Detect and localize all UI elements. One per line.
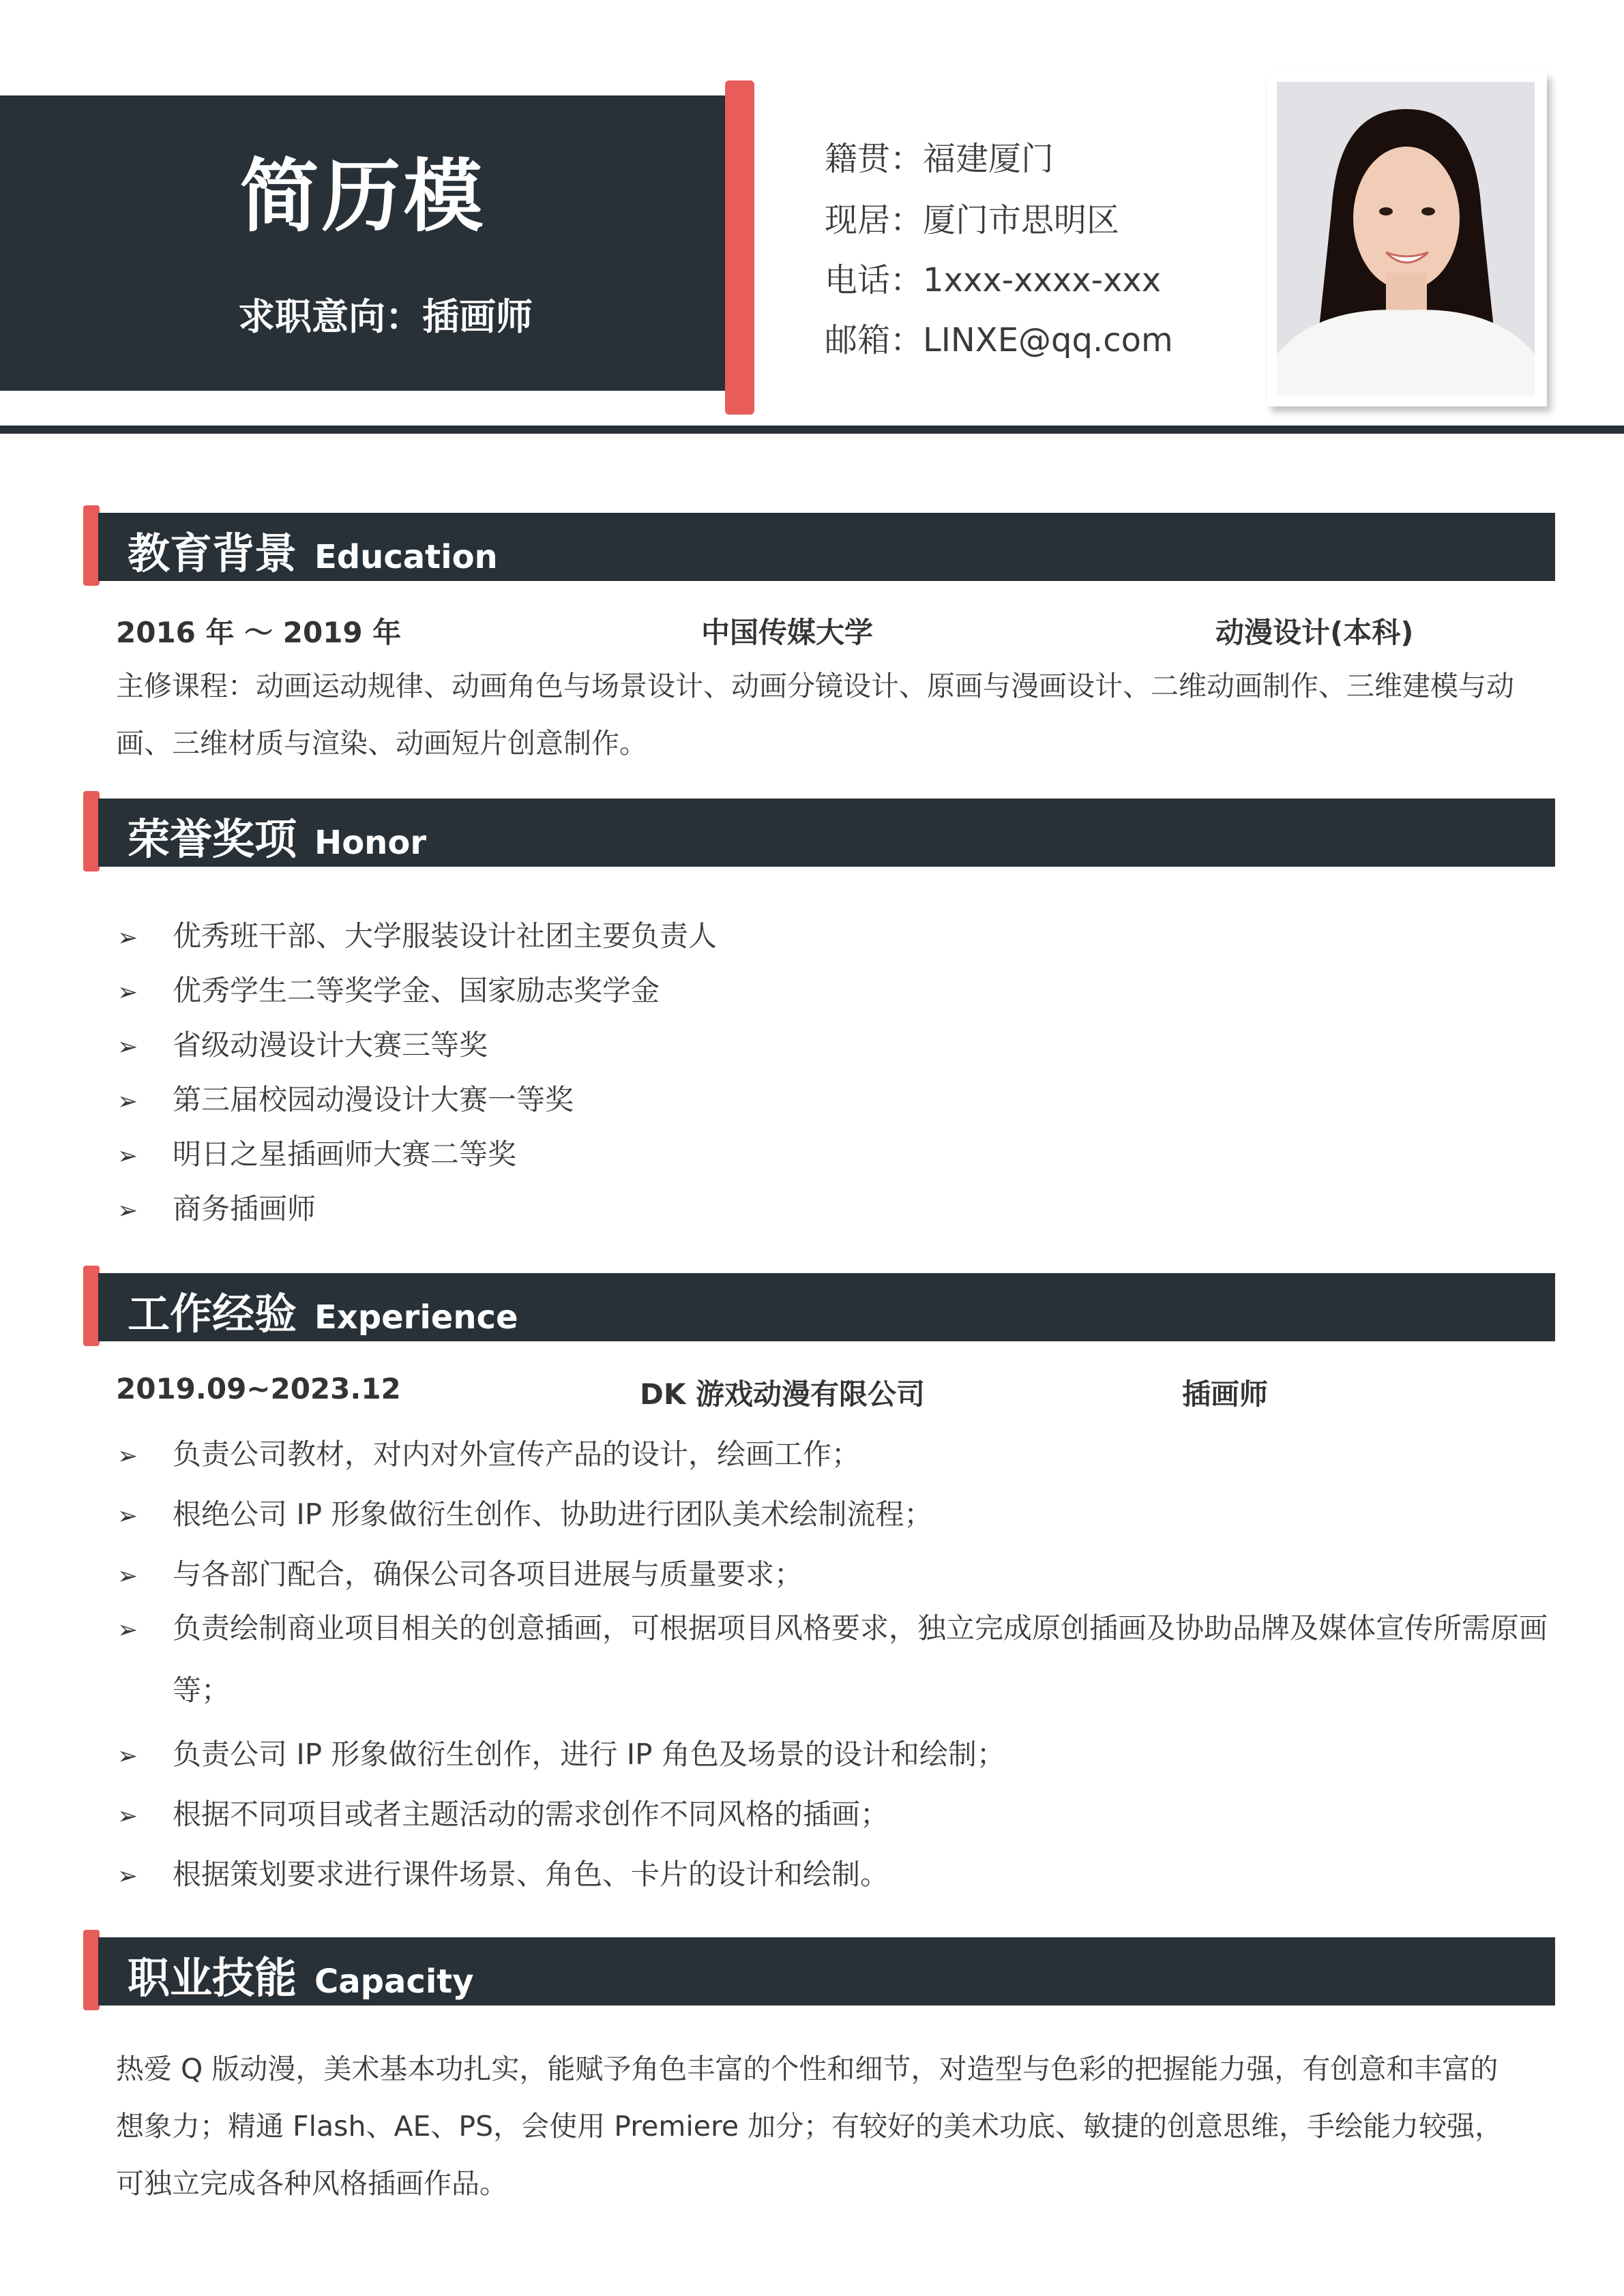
header-accent-bar <box>725 80 754 415</box>
honor-item <box>117 968 660 1009</box>
honor-text: 优秀学生二等奖学金、国家励志奖学金 <box>173 974 660 1007</box>
portrait-image <box>1277 82 1535 396</box>
info-residence: 现居：厦门市思明区 <box>825 201 1120 239</box>
job-intent: 求职意向：插画师 <box>238 295 533 338</box>
section-accent <box>83 505 100 586</box>
section-accent <box>83 1266 100 1346</box>
honor-item <box>117 914 717 955</box>
honor-text: 省级动漫设计大赛三等奖 <box>173 1028 488 1062</box>
section-title-cn: 职业技能 <box>128 1953 297 2003</box>
honor-text: 优秀班干部、大学服装设计社团主要负责人 <box>173 919 718 953</box>
experience-text: 根绝公司 IP 形象做衍生创作、协助进行团队美术绘制流程； <box>173 1497 933 1531</box>
arrow-bullet-icon: ➢ <box>117 1742 138 1770</box>
experience-item <box>117 1852 889 1893</box>
honor-item <box>117 1187 316 1227</box>
arrow-bullet-icon: ➢ <box>117 1862 138 1890</box>
experience-text: 与各部门配合，确保公司各项目进展与质量要求； <box>173 1557 803 1591</box>
info-hometown: 籍贯：福建厦门 <box>825 140 1054 178</box>
section-accent <box>83 1930 100 2010</box>
arrow-bullet-icon: ➢ <box>117 1616 138 1644</box>
honor-text: 商务插画师 <box>173 1192 316 1225</box>
section-title-en: Honor <box>314 824 426 862</box>
header-divider <box>0 426 1624 434</box>
education-major: 动漫设计(本科) <box>1215 616 1414 649</box>
education-courses: 主修课程：动画运动规律、动画角色与场景设计、动画分镜设计、原画与漫画设计、二维动画制作、三维建模与动画、三维材质与渲染、动画短片创意制作。 <box>116 670 1514 760</box>
experience-item <box>117 1432 860 1473</box>
arrow-bullet-icon: ➢ <box>117 1088 138 1116</box>
experience-period: 2019.09~2023.12 <box>116 1372 401 1405</box>
arrow-bullet-icon: ➢ <box>117 1142 138 1170</box>
honor-item <box>117 1077 574 1118</box>
arrow-bullet-icon: ➢ <box>117 1033 138 1061</box>
experience-item <box>117 1792 889 1833</box>
section-title-capacity <box>128 1944 474 2005</box>
arrow-bullet-icon: ➢ <box>117 1562 138 1590</box>
section-title-honor <box>128 805 426 866</box>
experience-text: 根据策划要求进行课件场景、角色、卡片的设计和绘制。 <box>173 1858 889 1891</box>
experience-item <box>117 1552 803 1593</box>
experience-role: 插画师 <box>1182 1377 1269 1411</box>
arrow-bullet-icon: ➢ <box>117 1802 138 1830</box>
capacity-text: 热爱 Q 版动漫，美术基本功扎实，能赋予角色丰富的个性和细节，对造型与色彩的把握能力强，有创意和丰富的想象力；精通 Flash、AE、PS，会使用 Premiere 加分；有较好的美术功底、敏捷的创意思维，手绘能力较强，可独立完成各种风格插画作品。 <box>116 2053 1503 2200</box>
info-phone: 电话：1xxx-xxxx-xxx <box>825 261 1162 299</box>
experience-text: 负责公司教材，对内对外宣传产品的设计，绘画工作； <box>173 1437 861 1471</box>
experience-text: 根据不同项目或者主题活动的需求创作不同风格的插画； <box>173 1798 889 1831</box>
arrow-bullet-icon: ➢ <box>117 924 138 952</box>
honor-text: 明日之星插画师大赛二等奖 <box>173 1137 517 1171</box>
experience-item <box>117 1598 1557 1720</box>
section-title-experience <box>128 1280 518 1341</box>
education-school: 中国传媒大学 <box>701 616 874 649</box>
profile-photo <box>1267 72 1547 406</box>
arrow-bullet-icon: ➢ <box>117 1197 138 1225</box>
honor-item <box>117 1132 516 1173</box>
experience-text: 负责公司 IP 形象做衍生创作，进行 IP 角色及场景的设计和绘制； <box>173 1738 1005 1771</box>
section-title-cn: 荣誉奖项 <box>128 814 297 864</box>
resume-title: 简历模 <box>239 151 486 243</box>
experience-text: 负责绘制商业项目相关的创意插画，可根据项目风格要求，独立完成原创插画及协助品牌及媒体宣传所需原画等； <box>173 1611 1548 1707</box>
section-title-cn: 教育背景 <box>128 528 297 578</box>
experience-item <box>117 1492 932 1533</box>
section-title-education <box>128 520 498 580</box>
honor-item <box>117 1023 488 1064</box>
arrow-bullet-icon: ➢ <box>117 1442 138 1470</box>
experience-item <box>117 1732 1005 1773</box>
arrow-bullet-icon: ➢ <box>117 979 138 1007</box>
section-title-en: Capacity <box>314 1963 474 2001</box>
section-title-en: Education <box>314 538 498 576</box>
info-email: 邮箱：LINXE@qq.com <box>825 321 1173 359</box>
education-period: 2016 年 ～ 2019 年 <box>116 616 402 649</box>
honor-text: 第三届校园动漫设计大赛一等奖 <box>173 1083 574 1116</box>
section-accent <box>83 791 100 871</box>
section-title-en: Experience <box>314 1298 518 1337</box>
section-title-cn: 工作经验 <box>128 1289 297 1339</box>
arrow-bullet-icon: ➢ <box>117 1502 138 1530</box>
experience-company: DK 游戏动漫有限公司 <box>640 1377 926 1411</box>
